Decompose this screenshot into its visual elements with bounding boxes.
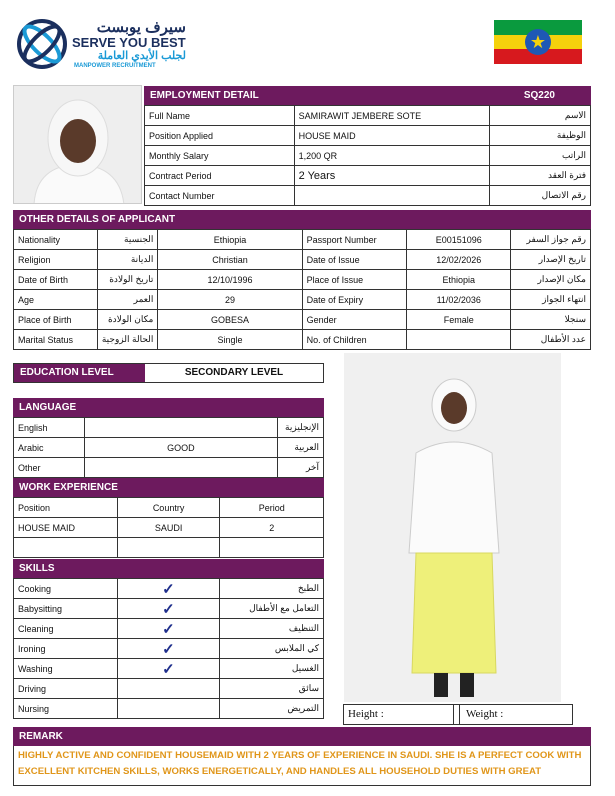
skill-label-ar: التعامل مع الأطفال — [220, 599, 324, 619]
skill-label-ar: التمريض — [220, 699, 324, 719]
applicant-portrait — [13, 85, 142, 204]
skill-row — [14, 599, 324, 619]
skill-row — [14, 639, 324, 659]
detail-label-ar: مكان الولادة — [97, 310, 158, 330]
detail-row — [14, 250, 591, 270]
language-section — [13, 398, 324, 478]
work-cell — [117, 538, 220, 558]
skill-row — [14, 619, 324, 639]
detail-label-ar: مكان الإصدار — [511, 270, 591, 290]
work-cell — [14, 538, 118, 558]
brand-name-en: SERVE YOU BEST — [72, 35, 186, 50]
detail-label: Place of Issue — [302, 270, 407, 290]
education-value: SECONDARY LEVEL — [184, 367, 284, 378]
language-level: GOOD — [84, 438, 277, 458]
measurements — [343, 704, 573, 725]
detail-value: Christian — [158, 250, 302, 270]
detail-value: E00151096 — [407, 230, 511, 250]
detail-label-ar: الجنسية — [97, 230, 158, 250]
reference-number: SQ220 — [523, 90, 555, 101]
detail-label: Age — [14, 290, 98, 310]
detail-value: Single — [158, 330, 302, 350]
logo-mark-icon — [16, 18, 68, 70]
field-label-ar: الوظيفة — [490, 126, 591, 146]
education-label: EDUCATION LEVEL — [14, 364, 145, 382]
language-label: Other — [14, 458, 85, 478]
detail-value: 12/02/2026 — [407, 250, 511, 270]
work-cell: 2 — [220, 518, 324, 538]
field-label-ar: الاسم — [490, 106, 591, 126]
skill-check-icon — [117, 679, 219, 699]
field-label: Monthly Salary — [145, 146, 295, 166]
education-section — [13, 363, 324, 383]
work-cell: HOUSE MAID — [14, 518, 118, 538]
skill-row — [14, 699, 324, 719]
skill-check-icon: ✓ — [117, 659, 219, 679]
detail-value: 29 — [158, 290, 302, 310]
detail-value: 12/10/1996 — [158, 270, 302, 290]
employment-row — [145, 146, 591, 166]
detail-value: GOBESA — [158, 310, 302, 330]
detail-label-ar: رقم جواز السفر — [511, 230, 591, 250]
employment-row — [145, 186, 591, 206]
field-label-ar: الراتب — [490, 146, 591, 166]
skill-label-ar: التنظيف — [220, 619, 324, 639]
field-label: Contract Period — [145, 166, 295, 186]
language-label-ar: آخر — [278, 458, 324, 478]
employment-row — [145, 166, 591, 186]
detail-label: Marital Status — [14, 330, 98, 350]
field-label-ar: فترة العقد — [490, 166, 591, 186]
field-value: 1,200 QR — [294, 146, 490, 166]
detail-label-ar: سنجلا — [511, 310, 591, 330]
detail-label-ar: عدد الأطفال — [511, 330, 591, 350]
other-details-header: OTHER DETAILS OF APPLICANT — [13, 210, 591, 229]
field-label: Position Applied — [145, 126, 295, 146]
language-table — [13, 417, 324, 478]
detail-label: Passport Number — [302, 230, 407, 250]
field-label: Full Name — [145, 106, 295, 126]
work-column-header: Period — [220, 498, 324, 518]
work-cell — [220, 538, 324, 558]
employment-section — [144, 86, 591, 206]
skill-label: Babysitting — [14, 599, 118, 619]
detail-label: No. of Children — [302, 330, 407, 350]
detail-label-ar: تاريخ الإصدار — [511, 250, 591, 270]
work-header: WORK EXPERIENCE — [13, 478, 324, 497]
brand-tag-en: MANPOWER RECRUITMENT — [74, 63, 156, 69]
detail-label: Date of Birth — [14, 270, 98, 290]
detail-label-ar: العمر — [97, 290, 158, 310]
height-label: Height : — [344, 705, 454, 724]
detail-label: Place of Birth — [14, 310, 98, 330]
work-row — [14, 538, 324, 558]
other-details-section — [13, 210, 591, 350]
field-label: Contact Number — [145, 186, 295, 206]
remark-section — [13, 727, 591, 786]
brand-tag-ar: لجلب الأيدي العاملة — [97, 50, 186, 62]
other-details-table — [13, 229, 591, 350]
field-value — [294, 186, 490, 206]
detail-row — [14, 230, 591, 250]
language-row — [14, 458, 324, 478]
detail-label: Date of Issue — [302, 250, 407, 270]
detail-row — [14, 330, 591, 350]
detail-label-ar: تاريخ الولادة — [97, 270, 158, 290]
language-label-ar: الإنجليزية — [278, 418, 324, 438]
employment-table — [144, 105, 591, 206]
remark-header: REMARK — [13, 727, 591, 746]
field-value: HOUSE MAID — [294, 126, 490, 146]
skill-label: Ironing — [14, 639, 118, 659]
language-label-ar: العربية — [278, 438, 324, 458]
skill-label: Washing — [14, 659, 118, 679]
employment-title: EMPLOYMENT DETAIL — [150, 90, 259, 101]
work-row — [14, 518, 324, 538]
detail-label-ar: الديانة — [97, 250, 158, 270]
skill-label: Cleaning — [14, 619, 118, 639]
skill-check-icon: ✓ — [117, 639, 219, 659]
language-label: English — [14, 418, 85, 438]
language-header: LANGUAGE — [13, 398, 324, 417]
skill-row — [14, 659, 324, 679]
applicant-full-photo — [344, 353, 561, 702]
skill-label: Nursing — [14, 699, 118, 719]
skill-label: Cooking — [14, 579, 118, 599]
detail-label: Date of Expiry — [302, 290, 407, 310]
employment-row — [145, 106, 591, 126]
employment-row — [145, 126, 591, 146]
detail-value: Ethiopia — [158, 230, 302, 250]
skills-section — [13, 559, 324, 719]
brand-name-ar: سيرف يوبست — [96, 19, 186, 36]
employment-header — [144, 86, 591, 105]
field-label-ar: رقم الاتصال — [490, 186, 591, 206]
detail-label: Nationality — [14, 230, 98, 250]
detail-row — [14, 310, 591, 330]
skill-check-icon — [117, 699, 219, 719]
detail-label: Gender — [302, 310, 407, 330]
logo — [16, 18, 186, 70]
language-level — [84, 458, 277, 478]
skills-table — [13, 578, 324, 719]
detail-value: 11/02/2036 — [407, 290, 511, 310]
skill-label: Driving — [14, 679, 118, 699]
skill-check-icon: ✓ — [117, 619, 219, 639]
language-label: Arabic — [14, 438, 85, 458]
language-row — [14, 418, 324, 438]
skill-label-ar: الطبخ — [220, 579, 324, 599]
weight-label: Weight : — [466, 708, 504, 720]
detail-label-ar: الحالة الزوجية — [97, 330, 158, 350]
skill-label-ar: الغسيل — [220, 659, 324, 679]
skill-check-icon: ✓ — [117, 579, 219, 599]
work-section — [13, 478, 324, 558]
detail-label: Religion — [14, 250, 98, 270]
skills-header: SKILLS — [13, 559, 324, 578]
remark-text: HIGHLY ACTIVE AND CONFIDENT HOUSEMAID WITH 2 YEARS OF EXPERIENCE IN SAUDI. SHE IS A PERFECT COOK WITH EXCELLENT KITCHEN SKILLS, WORKS ENERGETICALLY, AND HANDLES ALL HOUSEHOLD DUTIES WITH GREAT — [13, 746, 591, 786]
skill-label-ar: كي الملابس — [220, 639, 324, 659]
skill-check-icon: ✓ — [117, 599, 219, 619]
ethiopia-flag-icon: ★ — [494, 20, 582, 64]
detail-value: Female — [407, 310, 511, 330]
detail-value — [407, 330, 511, 350]
field-value: SAMIRAWIT JEMBERE SOTE — [294, 106, 490, 126]
work-cell: SAUDI — [117, 518, 220, 538]
language-level — [84, 418, 277, 438]
field-value: 2 Years — [294, 166, 490, 186]
work-column-header: Country — [117, 498, 220, 518]
detail-value: Ethiopia — [407, 270, 511, 290]
detail-row — [14, 290, 591, 310]
language-row — [14, 438, 324, 458]
skill-row — [14, 579, 324, 599]
skill-label-ar: سائق — [220, 679, 324, 699]
work-header-row — [14, 498, 324, 518]
skill-row — [14, 679, 324, 699]
work-column-header: Position — [14, 498, 118, 518]
work-table — [13, 497, 324, 558]
detail-label-ar: انتهاء الجواز — [511, 290, 591, 310]
detail-row — [14, 270, 591, 290]
